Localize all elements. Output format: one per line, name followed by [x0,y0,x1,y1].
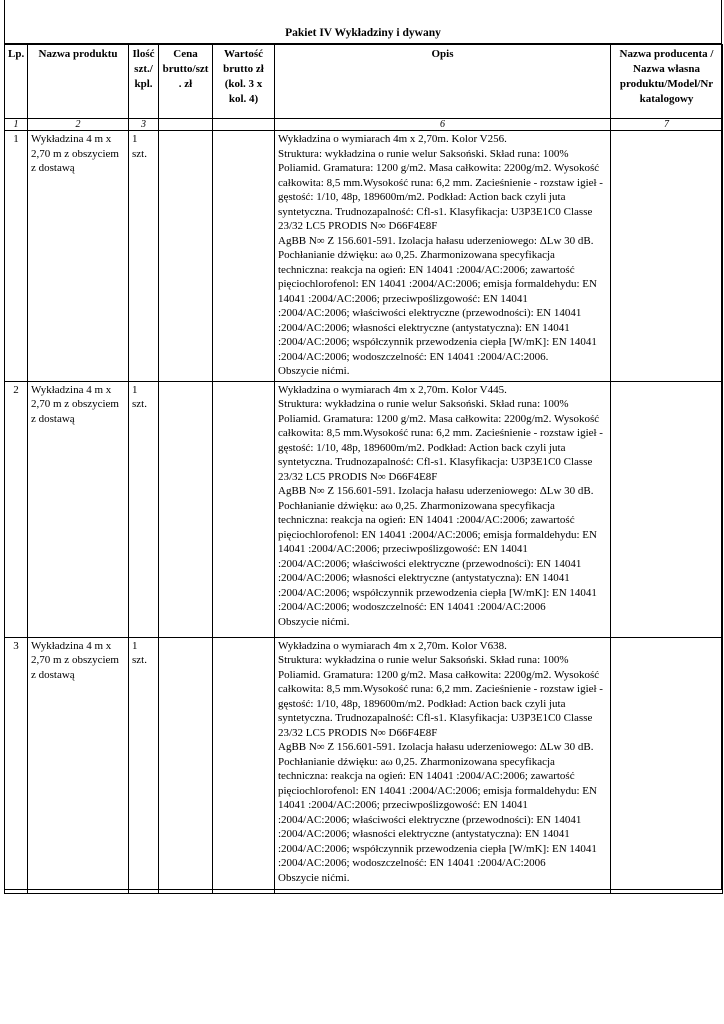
description-line: Struktura: wykładzina o runie welur Saksoński. Skład runa: 100% [278,654,569,666]
description-line: techniczna: reakcja na ogień: EN 14041 :2004/AC:2006; zawartość [278,263,575,276]
description-line: :2004/AC:2006; własności elektryczne (antystatyczna): EN 14041 [278,572,570,584]
row-total-value [213,637,275,893]
description-line: AgBB N∞ Z 156.601-591. Izolacja hałasu uderzeniowego: ΔLw 30 dB. [278,234,594,247]
description-line: 23/32 LC5 PRODIS N∞ D66F4E8F [278,220,438,232]
description-line: :2004/AC:2006; własności elektryczne (antystatyczna): EN 14041 [278,828,570,840]
description-line: techniczna: reakcja na ogień: EN 14041 :2004/AC:2006; zawartość [278,770,575,782]
row-total-value [213,381,275,637]
column-number: 2 [28,119,129,131]
column-number [159,119,213,131]
table-row [5,381,723,637]
description-line: techniczna: reakcja na ogień: EN 14041 :2004/AC:2006; zawartość [278,514,575,526]
description-line: :2004/AC:2006; właściwości elektryczne (przewodności): EN 14041 [278,307,582,319]
description-line: Pochłanianie dźwięku: aω 0,25. Zharmonizowana specyfikacja [278,755,555,768]
header-description: Opis [275,45,611,119]
row-unit-price [159,381,213,637]
description-line: Struktura: wykładzina o runie welur Saksoński. Skład runa: 100% [278,147,569,160]
description-line: Obszycie nićmi. [278,871,350,884]
description-line: 23/32 LC5 PRODIS N∞ D66F4E8F [278,470,438,483]
description-line: :2004/AC:2006; współczynnik przewodzenia ciepła [W/mK]: EN 14041 [278,586,597,599]
description-line: :2004/AC:2006; wodoszczelność: EN 14041 :2004/AC:2006 [278,601,546,613]
row-description [275,637,611,893]
description-line: Obszycie nićmi. [278,365,350,377]
description-line: Wykładzina o wymiarach 4m x 2,70m. Kolor V638. [278,639,507,652]
column-number [213,119,275,131]
description-line: 23/32 LC5 PRODIS N∞ D66F4E8F [278,726,438,739]
header-total-value: Wartość brutto zł (kol. 3 x kol. 4) [213,45,275,119]
description-line: :2004/AC:2006; własności elektryczne (antystatyczna): EN 14041 [278,321,570,334]
column-number: 3 [129,119,159,131]
description-line: gęstość: 1/10, 48p, 189600m/m2. Podkład: Action back czyli juta [278,191,566,203]
description-line: :2004/AC:2006; wodoszczelność: EN 14041 :2004/AC:2006. [278,350,549,363]
description-line: AgBB N∞ Z 156.601-591. Izolacja hałasu uderzeniowego: ΔLw 30 dB. [278,485,594,497]
header-product-name: Nazwa produktu [28,45,129,119]
description-line: Poliamid. Gramatura: 1200 g/m2. Masa całkowita: 2200g/m2. Wysokość [278,162,600,174]
description-line: :2004/AC:2006; współczynnik przewodzenia ciepła [W/mK]: EN 14041 [278,336,597,348]
description-line: Pochłanianie dźwięku: aω 0,25. Zharmonizowana specyfikacja [278,249,555,261]
row-product-name: Wykładzina 4 m x 2,70 m z obszyciem z dostawą [28,637,129,893]
header-producer: Nazwa producenta / Nazwa własna produktu/Model/Nr katalogowy [611,45,723,119]
table-row [5,131,723,382]
row-product-name: Wykładzina 4 m x 2,70 m z obszyciem z dostawą [28,381,129,637]
column-number: 7 [611,119,723,131]
description-line: :2004/AC:2006; wodoszczelność: EN 14041 :2004/AC:2006 [278,857,546,869]
row-description [275,131,611,382]
description-line: :2004/AC:2006; właściwości elektryczne (przewodności): EN 14041 [278,557,582,570]
page-title: Pakiet IV Wykładziny i dywany [5,22,721,44]
column-number: 6 [275,119,611,131]
description-line: Pochłanianie dźwięku: aω 0,25. Zharmonizowana specyfikacja [278,499,555,512]
row-total-value [213,131,275,382]
row-product-name: Wykładzina 4 m x 2,70 m z obszyciem z dostawą [28,131,129,382]
description-line: syntetyczna. Trudnozapalność: Cfl-s1. Klasyfikacja: U3P3E1C0 Classe [278,205,593,218]
description-line: całkowita: 8,5 mm.Wysokość runa: 6,2 mm. Zacieśnienie - rozstaw igieł - [278,683,603,695]
description-line: Poliamid. Gramatura: 1200 g/m2. Masa całkowita: 2200g/m2. Wysokość [278,668,600,681]
description-line: Obszycie nićmi. [278,615,350,628]
description-line: pięciochlorofenol: EN 14041 :2004/AC:2006; emisja formaldehydu: EN [278,784,597,797]
header-unit-price: Cena brutto/szt . zł [159,45,213,119]
description-line: syntetyczna. Trudnozapalność: Cfl-s1. Klasyfikacja: U3P3E1C0 Classe [278,456,593,468]
row-unit-price [159,637,213,893]
description-line: syntetyczna. Trudnozapalność: Cfl-s1. Klasyfikacja: U3P3E1C0 Classe [278,712,593,724]
header-row [5,45,723,119]
row-quantity: 1 szt. [129,381,159,637]
description-line: Wykładzina o wymiarach 4m x 2,70m. Kolor V256. [278,133,507,145]
row-lp: 1 [5,131,28,382]
description-line: 14041 :2004/AC:2006; przeciwpoślizgowość: EN 14041 [278,292,528,305]
description-line: pięciochlorofenol: EN 14041 :2004/AC:2006; emisja formaldehydu: EN [278,278,597,290]
product-table [4,44,723,894]
description-line: całkowita: 8,5 mm.Wysokość runa: 6,2 mm. Zacieśnienie - rozstaw igieł - [278,427,603,439]
description-line: :2004/AC:2006; współczynnik przewodzenia ciepła [W/mK]: EN 14041 [278,842,597,855]
row-producer [611,381,723,637]
row-producer [611,637,723,893]
header-lp: Lp. [5,45,28,119]
description-line: 14041 :2004/AC:2006; przeciwpoślizgowość: EN 14041 [278,799,528,811]
row-producer [611,131,723,382]
description-line: gęstość: 1/10, 48p, 189600m/m2. Podkład: Action back czyli juta [278,441,566,454]
row-lp: 2 [5,381,28,637]
description-line: pięciochlorofenol: EN 14041 :2004/AC:2006; emisja formaldehydu: EN [278,528,597,541]
row-lp: 3 [5,637,28,893]
description-line: Struktura: wykładzina o runie welur Saksoński. Skład runa: 100% [278,398,569,410]
description-line: Poliamid. Gramatura: 1200 g/m2. Masa całkowita: 2200g/m2. Wysokość [278,412,600,425]
description-line: Wykładzina o wymiarach 4m x 2,70m. Kolor V445. [278,383,507,396]
row-quantity: 1 szt. [129,131,159,382]
description-line: AgBB N∞ Z 156.601-591. Izolacja hałasu uderzeniowego: ΔLw 30 dB. [278,741,594,753]
description-line: :2004/AC:2006; właściwości elektryczne (przewodności): EN 14041 [278,813,582,826]
row-description [275,381,611,637]
description-line: całkowita: 8,5 mm.Wysokość runa: 6,2 mm. Zacieśnienie - rozstaw igieł - [278,176,603,189]
row-unit-price [159,131,213,382]
column-number-row [5,119,723,131]
header-quantity: Ilość szt./ kpl. [129,45,159,119]
description-line: 14041 :2004/AC:2006; przeciwpoślizgowość: EN 14041 [278,543,528,555]
table-row [5,637,723,893]
row-quantity: 1 szt. [129,637,159,893]
column-number: 1 [5,119,28,131]
description-line: gęstość: 1/10, 48p, 189600m/m2. Podkład: Action back czyli juta [278,697,566,710]
